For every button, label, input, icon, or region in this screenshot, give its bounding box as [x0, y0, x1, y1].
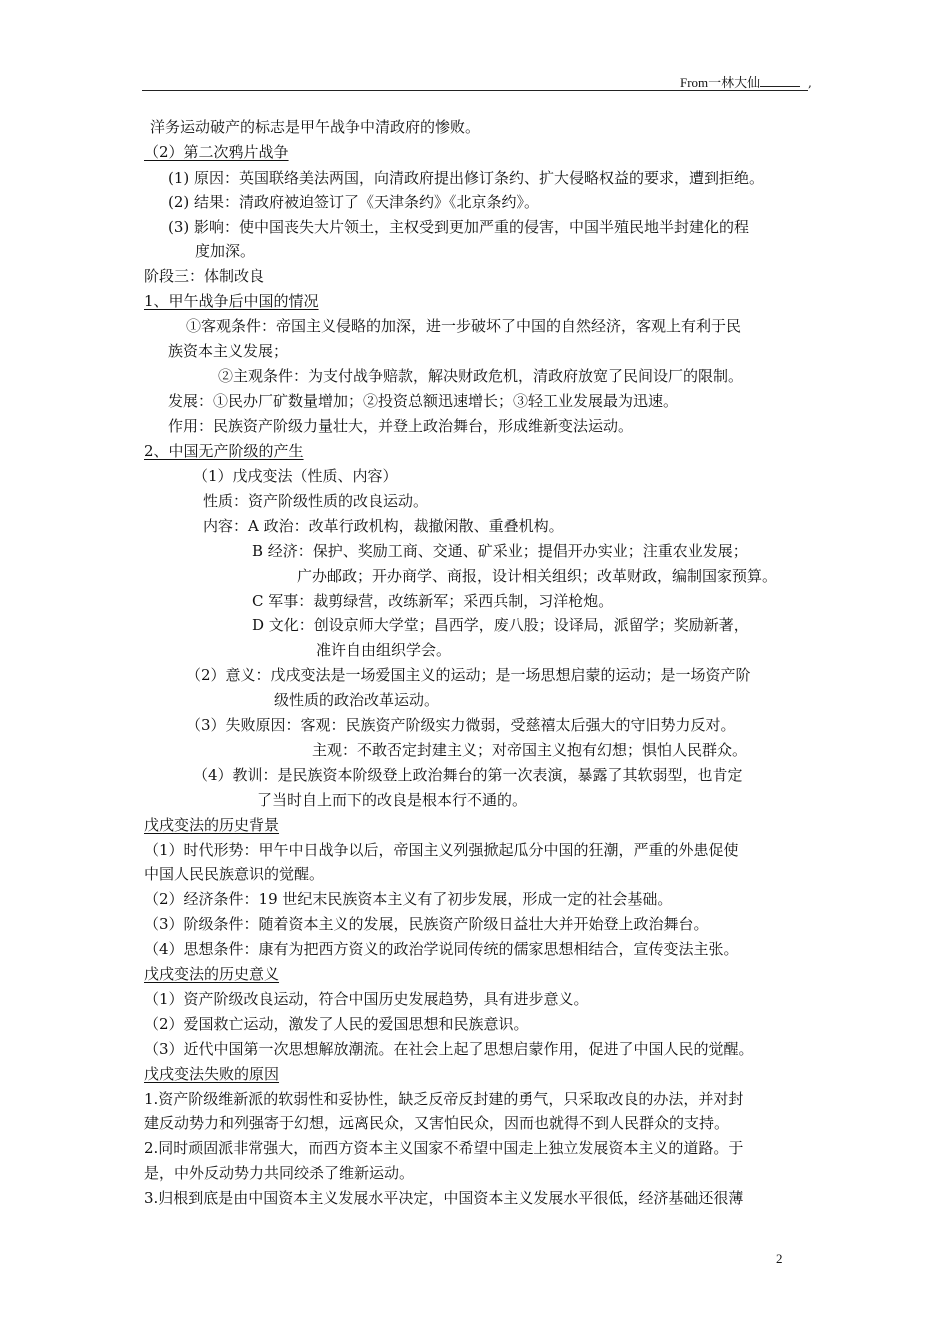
text-line: （3）近代中国第一次思想解放潮流。在社会上起了思想启蒙作用，促进了中国人民的觉醒。	[144, 1040, 754, 1058]
text-line: 族资本主义发展；	[168, 342, 289, 360]
text-line: C 军事：裁剪绿营，改练新军；采西兵制，习洋枪炮。	[252, 592, 614, 610]
text-line: 准许自由组织学会。	[316, 641, 452, 659]
page-header	[680, 72, 800, 91]
text-line: 度加深。	[195, 242, 256, 260]
header-text: From一林大仙	[680, 75, 761, 90]
text-line: 内容：A 政治：改革行政机构，裁撤闲散、重叠机构。	[203, 517, 564, 535]
text-line: （1）时代形势：甲午中日战争以后，帝国主义列强掀起瓜分中国的狂潮，严重的外患促使	[144, 841, 739, 859]
text-line: 主观：不敢否定封建主义；对帝国主义抱有幻想；惧怕人民群众。	[312, 741, 748, 759]
text-line: （2）意义：戊戌变法是一场爱国主义的运动；是一场思想启蒙的运动；是一场资产阶	[186, 666, 751, 684]
text-line: 级性质的政治改革运动。	[274, 691, 440, 709]
text-line: （3）阶级条件：随着资本主义的发展，民族资产阶级日益壮大并开始登上政治舞台。	[144, 915, 709, 933]
section-heading: （2）第二次鸦片战争	[144, 143, 289, 161]
text-line: B 经济：保护、奖励工商、交通、矿采业；提倡开办实业；注重农业发展；	[252, 542, 748, 560]
text-line: 中国人民民族意识的觉醒。	[144, 865, 325, 883]
header-underline	[760, 86, 800, 87]
text-line: （3）失败原因：客观：民族资产阶级实力微弱，受慈禧太后强大的守旧势力反对。	[186, 716, 736, 734]
text-line: （4）思想条件：康有为把西方资义的政治学说同传统的儒家思想相结合，宣传变法主张。	[144, 940, 739, 958]
header-rule	[142, 90, 808, 91]
text-line: (3) 影响：使中国丧失大片领土，主权受到更加严重的侵害，中国半殖民地半封建化的程	[168, 218, 750, 236]
text-line: D 文化：创设京师大学堂；昌西学，废八股；设译局，派留学；奖励新著，	[252, 616, 749, 634]
text-line: (2) 结果：清政府被迫签订了《天津条约》《北京条约》。	[168, 193, 540, 211]
text-line: （4）教训：是民族资本阶级登上政治舞台的第一次表演，暴露了其软弱型，也肯定	[193, 766, 743, 784]
text-line: （1）资产阶级改良运动，符合中国历史发展趋势，具有进步意义。	[144, 990, 589, 1008]
text-line: 3.归根到底是由中国资本主义发展水平决定，中国资本主义发展水平很低，经济基础还很薄	[144, 1189, 744, 1207]
text-line: 1.资产阶级维新派的软弱性和妥协性，缺乏反帝反封建的勇气，只采取改良的办法，并对封	[144, 1090, 744, 1108]
text-line: ①客观条件：帝国主义侵略的加深，进一步破坏了中国的自然经济，客观上有利于民	[186, 317, 742, 335]
text-line: (1) 原因：英国联络美法两国，向清政府提出修订条约、扩大侵略权益的要求，遭到拒绝。	[168, 169, 765, 187]
text-line: 阶段三：体制改良	[144, 267, 265, 285]
header-trail: ,	[808, 76, 812, 90]
text-line: （1）戊戌变法（性质、内容）	[193, 467, 398, 485]
text-line: 2.同时顽固派非常强大，而西方资本主义国家不希望中国走上独立发展资本主义的道路。于	[144, 1139, 744, 1157]
text-line: 性质：资产阶级性质的改良运动。	[203, 492, 429, 510]
text-line: （2）爱国救亡运动，激发了人民的爱国思想和民族意识。	[144, 1015, 529, 1033]
section-heading: 戊戌变法的历史意义	[144, 965, 280, 983]
text-line: 是，中外反动势力共同绞杀了维新运动。	[144, 1164, 415, 1182]
text-line: 作用：民族资产阶级力量壮大，并登上政治舞台，形成维新变法运动。	[168, 417, 634, 435]
text-line: 广办邮政；开办商学、商报，设计相关组织；改革财政，编制国家预算。	[297, 567, 778, 585]
page-number: 2	[776, 1251, 783, 1266]
text-line: 了当时自上而下的改良是根本行不通的。	[257, 791, 528, 809]
text-line: （2）经济条件：19 世纪末民族资本主义有了初步发展，形成一定的社会基础。	[144, 890, 673, 908]
text-line: 洋务运动破产的标志是甲午战争中清政府的惨败。	[150, 118, 481, 136]
text-line: ②主观条件：为支付战争赔款，解决财政危机，清政府放宽了民间设厂的限制。	[218, 367, 744, 385]
section-heading: 1、甲午战争后中国的情况	[144, 292, 319, 310]
section-heading: 戊戌变法的历史背景	[144, 816, 280, 834]
section-heading: 戊戌变法失败的原因	[144, 1065, 280, 1083]
text-line: 发展：①民办厂矿数量增加；②投资总额迅速增长；③轻工业发展最为迅速。	[168, 392, 679, 410]
text-line: 建反动势力和列强寄于幻想，远离民众，又害怕民众，因而也就得不到人民群众的支持。	[144, 1114, 730, 1132]
section-heading: 2、中国无产阶级的产生	[144, 442, 304, 460]
